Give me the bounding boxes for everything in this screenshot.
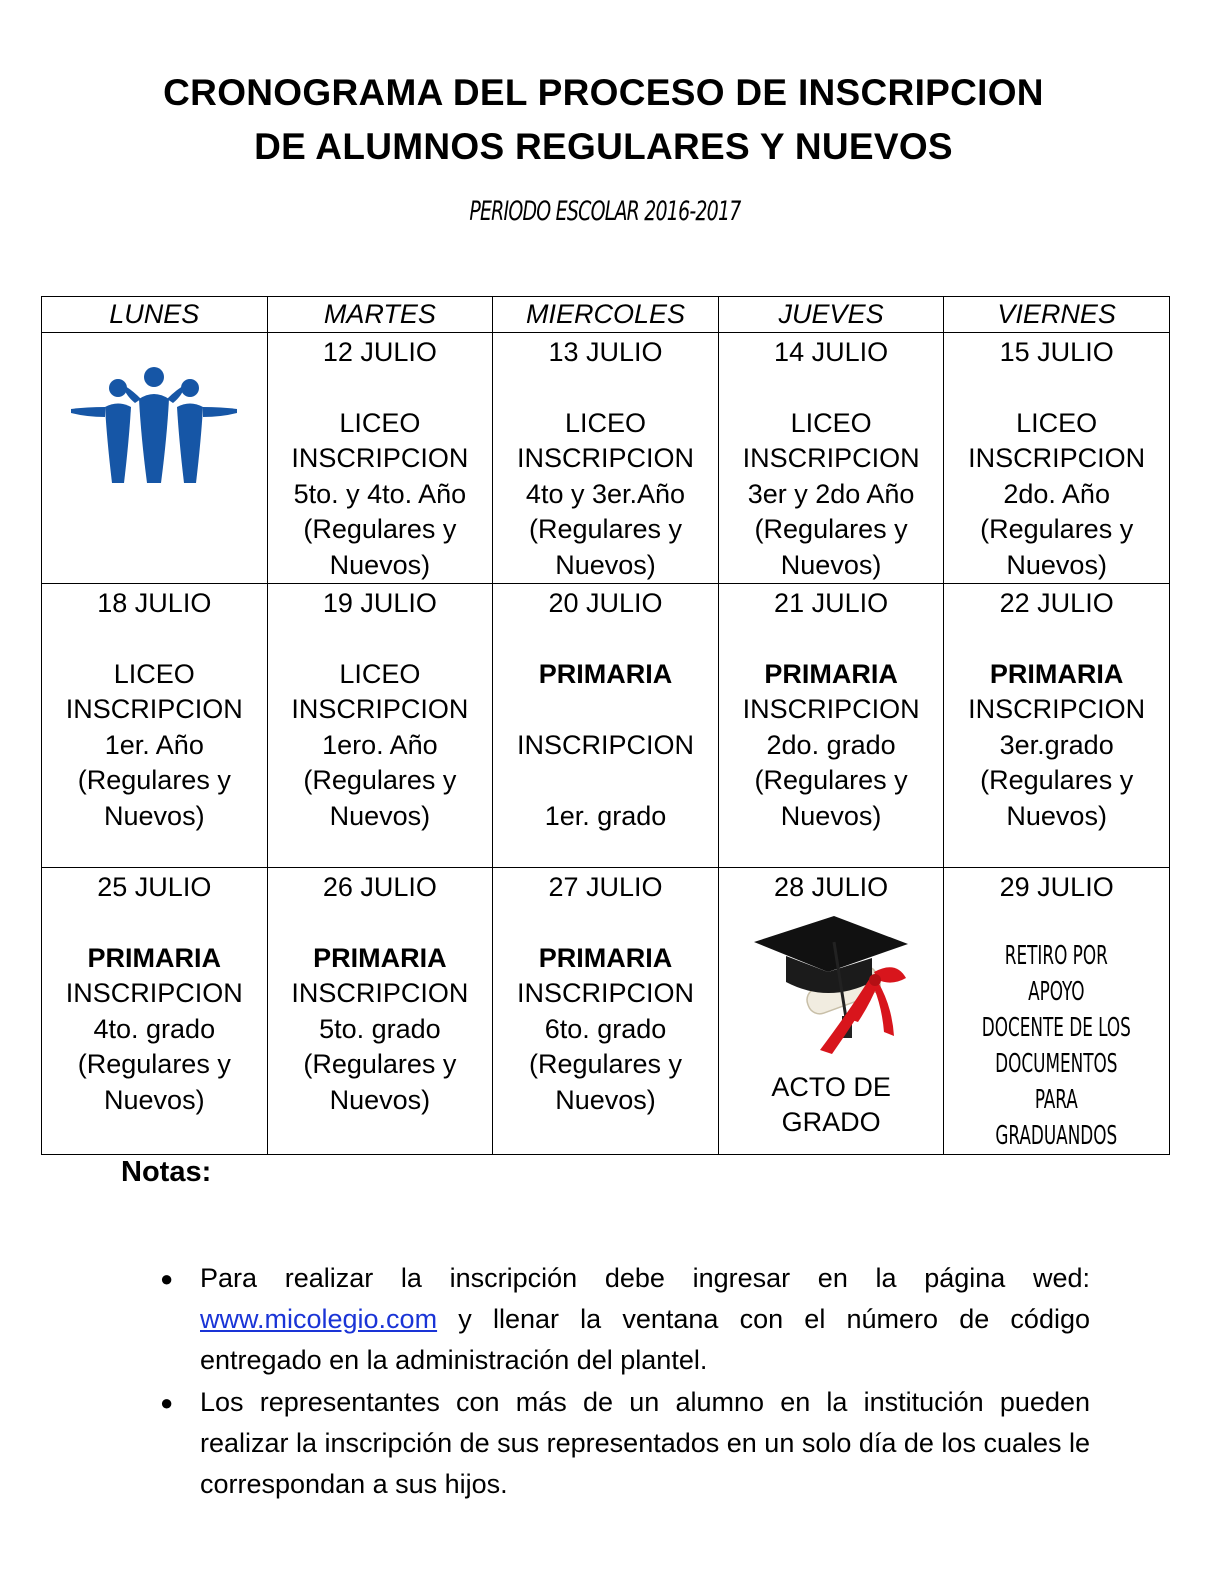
cell-line: INSCRIPCION [65, 694, 243, 724]
cell-date: 29 JULIO [999, 872, 1114, 902]
cell-line: 1er. grado [544, 800, 667, 831]
cell-line: 4to y 3er.Año [525, 478, 686, 509]
day-cell-19-julio [267, 584, 493, 868]
cell-date: 12 JULIO [322, 337, 437, 367]
cell-line-level: PRIMARIA [313, 942, 447, 973]
day-cell-25-julio [42, 868, 268, 1155]
week-row-1 [42, 333, 1170, 584]
cell-line: INSCRIPCION [968, 443, 1146, 473]
cell-date: 28 JULIO [774, 872, 889, 902]
day-cell-26-julio [267, 868, 493, 1155]
cell-line: INSCRIPCION [516, 729, 694, 760]
cell-line-level: PRIMARIA [989, 658, 1124, 689]
cell-line: INSCRIPCION [968, 694, 1146, 724]
cell-date: 27 JULIO [548, 872, 663, 902]
cell-line: INSCRIPCION [291, 443, 469, 473]
school-period: PERIODO ESCOLAR 2016-2017 [469, 196, 741, 227]
cell-line: Nuevos) [104, 1084, 205, 1115]
cell-date: 18 JULIO [97, 588, 212, 618]
day-cell-15-julio [944, 333, 1170, 584]
notes-heading: Notas: [121, 1156, 212, 1188]
weekday-wednesday: MIERCOLES [493, 297, 719, 333]
cell-line: GRADO [781, 1106, 881, 1137]
cell-line: (Regulares y [980, 765, 1134, 795]
note-item [160, 1382, 1090, 1505]
cell-line: INSCRIPCION [742, 443, 920, 473]
cell-line: DOCENTE DE LOS [982, 1012, 1132, 1043]
cell-line: Nuevos) [555, 549, 656, 580]
weekday-friday: VIERNES [944, 297, 1170, 333]
cell-line: INSCRIPCION [291, 694, 469, 724]
graduation-cap-icon [746, 908, 916, 1068]
cell-line: (Regulares y [303, 765, 457, 795]
cell-line: 3er y 2do Año [747, 478, 915, 509]
cell-line: LICEO [339, 407, 421, 438]
cell-line: LICEO [113, 658, 195, 689]
note-item [160, 1258, 1090, 1381]
day-cell-29-julio [944, 868, 1170, 1155]
cell-line: LICEO [790, 407, 872, 438]
cell-line: (Regulares y [754, 514, 908, 544]
cell-line: (Regulares y [303, 514, 457, 544]
schedule-table [41, 296, 1170, 1155]
cell-date: 20 JULIO [548, 588, 663, 618]
title-line-2: DE ALUMNOS REGULARES Y NUEVOS [254, 126, 953, 167]
cell-line: LICEO [564, 407, 646, 438]
cell-date: 19 JULIO [322, 588, 437, 618]
cell-line: (Regulares y [303, 1049, 457, 1079]
cell-line-level: PRIMARIA [764, 658, 898, 689]
day-cell-12-julio [267, 333, 493, 584]
notes-list [160, 1258, 1090, 1506]
cell-line: INSCRIPCION [516, 443, 694, 473]
note-text: Para realizar la inscripción debe ingresar en la página wed: [200, 1263, 1090, 1293]
cell-line: (Regulares y [77, 1049, 231, 1079]
cell-line: LICEO [339, 658, 421, 689]
cell-line: INSCRIPCION [291, 978, 469, 1008]
weekday-thursday: JUEVES [718, 297, 944, 333]
note-text: y llenar la ventana con el número de código entregado en la administración del plantel. [200, 1304, 1090, 1375]
cell-line: RETIRO POR APOYO [1005, 940, 1109, 1007]
cell-date: 15 JULIO [999, 337, 1114, 367]
cell-line: Nuevos) [780, 800, 882, 831]
cell-line: (Regulares y [754, 765, 908, 795]
cell-line: (Regulares y [528, 1049, 683, 1079]
week-row-3 [42, 868, 1170, 1155]
weekday-monday: LUNES [42, 297, 268, 333]
document-title [0, 66, 1207, 174]
cell-line: 2do. grado [766, 729, 896, 760]
cell-line: 1er. Año [104, 729, 204, 760]
cell-line: ACTO DE [771, 1071, 891, 1102]
cell-line: 2do. Año [1003, 478, 1110, 509]
day-cell-21-julio [718, 584, 944, 868]
day-cell-18-julio [42, 584, 268, 868]
day-cell-28-julio [718, 868, 944, 1155]
day-cell-22-julio [944, 584, 1170, 868]
cell-line: Nuevos) [780, 549, 882, 580]
graduate-documents-notice [976, 938, 1138, 1154]
bullet-icon: ● [160, 1390, 174, 1415]
cell-line-level: PRIMARIA [87, 942, 222, 973]
cell-line: (Regulares y [980, 514, 1134, 544]
cell-line: 3er.grado [999, 729, 1114, 760]
cell-line: Nuevos) [329, 1084, 431, 1115]
cell-line-level: PRIMARIA [538, 942, 673, 973]
bullet-icon: ● [160, 1266, 174, 1291]
day-cell-logo [42, 333, 268, 584]
cell-line: 5to. grado [319, 1013, 441, 1044]
cell-line: Nuevos) [1006, 549, 1107, 580]
cell-date: 13 JULIO [548, 337, 663, 367]
cell-line: DOCUMENTOS PARA [995, 1048, 1118, 1115]
cell-line: 1ero. Año [322, 729, 438, 760]
cell-line: INSCRIPCION [65, 978, 243, 1008]
cell-line: Nuevos) [329, 800, 431, 831]
cell-line: Nuevos) [329, 549, 431, 580]
cell-date: 21 JULIO [774, 588, 889, 618]
website-link[interactable]: www.micolegio.com [200, 1304, 438, 1334]
day-cell-14-julio [718, 333, 944, 584]
weekday-header-row [42, 297, 1170, 333]
cell-date: 14 JULIO [774, 337, 889, 367]
note-text: Los representantes con más de un alumno en la institución pueden realizar la inscripción de sus representados en un solo día de los cuales le correspondan a sus hijos. [200, 1387, 1091, 1499]
cell-line: Nuevos) [104, 800, 205, 831]
cell-date: 22 JULIO [999, 588, 1114, 618]
cell-line: (Regulares y [528, 514, 683, 544]
weekday-tuesday: MARTES [267, 297, 493, 333]
cell-line: (Regulares y [77, 765, 231, 795]
cell-line: 5to. y 4to. Año [293, 478, 467, 509]
title-line-1: CRONOGRAMA DEL PROCESO DE INSCRIPCION [163, 72, 1044, 113]
cell-line-level: PRIMARIA [538, 658, 673, 689]
cell-line: 4to. grado [93, 1013, 216, 1044]
people-group-logo-icon [69, 367, 239, 487]
cell-line: LICEO [1016, 407, 1098, 438]
cell-line: GRADUANDOS [995, 1120, 1118, 1151]
cell-line: INSCRIPCION [516, 978, 694, 1008]
cell-line: 6to. grado [544, 1013, 667, 1044]
cell-date: 25 JULIO [97, 872, 212, 902]
cell-line: INSCRIPCION [742, 694, 920, 724]
day-cell-13-julio [493, 333, 719, 584]
day-cell-27-julio [493, 868, 719, 1155]
cell-date: 26 JULIO [322, 872, 437, 902]
day-cell-20-julio [493, 584, 719, 868]
week-row-2 [42, 584, 1170, 868]
cell-line: Nuevos) [555, 1084, 656, 1115]
cell-line: Nuevos) [1006, 800, 1107, 831]
